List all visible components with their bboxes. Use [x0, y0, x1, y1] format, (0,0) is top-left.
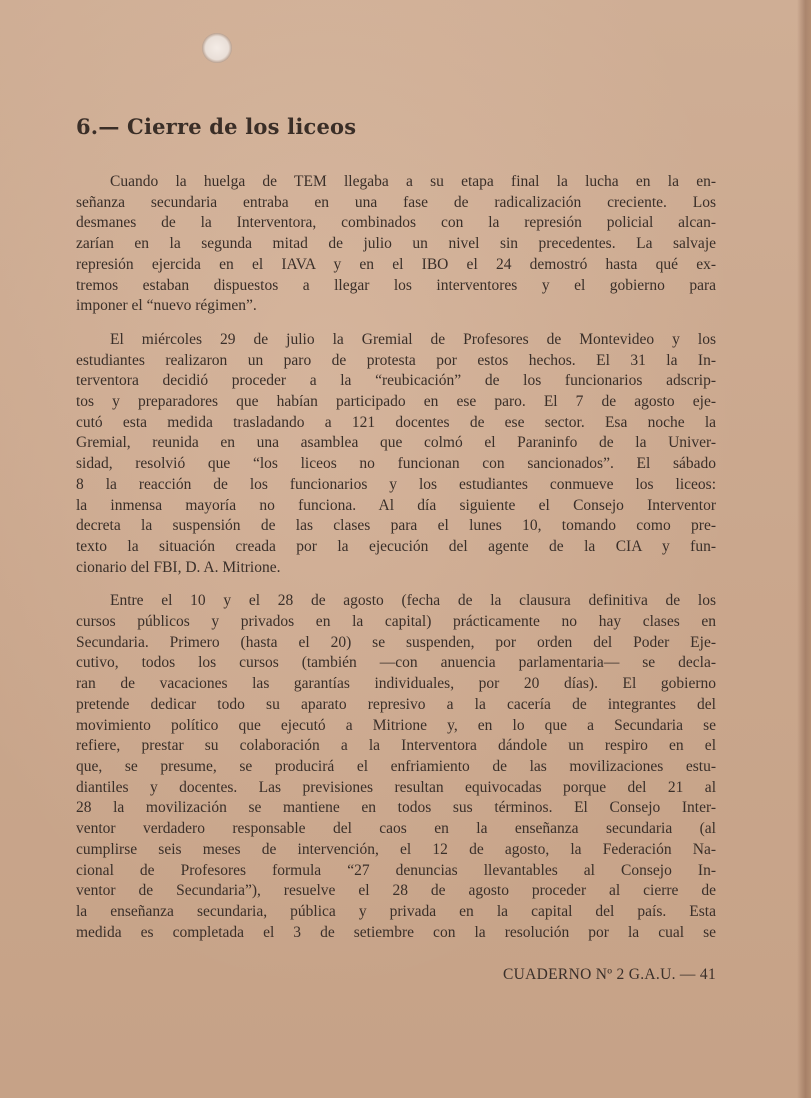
text-line: pretende dedicar todo su aparato represivo a la cacería de integrantes del: [76, 695, 716, 713]
page-footer: CUADERNO Nº 2 G.A.U. — 41: [503, 966, 716, 983]
section-heading: 6.— Cierre de los liceos: [76, 114, 357, 139]
text-line: diantiles y docentes. Las previsiones resultan equivocadas porque del 21 al: [76, 778, 716, 796]
text-line: Cuando la huelga de TEM llegaba a su etapa final la lucha en la en-: [110, 173, 716, 190]
text-line: refiere, prestar su colaboración a la Interventora dándole un respiro en el: [76, 737, 716, 755]
text-line: tremos estaban dispuestos a llegar los interventores y el gobierno para: [76, 276, 716, 294]
text-line: que, se presume, se producirá el enfriamiento de las movilizaciones estu-: [76, 757, 716, 775]
text-line: la enseñanza secundaria, pública y privada en la capital del país. Esta: [76, 902, 716, 920]
text-line: 28 la movilización se mantiene en todos sus términos. El Consejo Inter-: [76, 799, 716, 817]
text-line: 8 la reacción de los funcionarios y los estudiantes conmueve los liceos:: [76, 475, 716, 493]
text-line: la inmensa mayoría no funciona. Al día siguiente el Consejo Interventor: [76, 496, 716, 514]
text-line: Entre el 10 y el 28 de agosto (fecha de la clausura definitiva de los: [110, 592, 716, 610]
text-line: sidad, resolvió que “los liceos no funcionan con sancionados”. El sábado: [76, 455, 716, 473]
text-line: estudiantes realizaron un paro de protesta por estos hechos. El 31 la In-: [76, 351, 716, 369]
paragraph: [76, 172, 716, 317]
text-line: ran de vacaciones las garantías individuales, por 20 días). El gobierno: [76, 675, 716, 693]
text-line: terventora decidió proceder a la “reubicación” de los funcionarios adscrip-: [76, 372, 716, 390]
text-line: decreta la suspensión de las clases para el lunes 10, tomando como pre-: [76, 517, 716, 535]
text-line: señanza secundaria entraba en una fase de radicalización creciente. Los: [76, 193, 716, 211]
text-line: desmanes de la Interventora, combinados con la represión policial alcan-: [76, 214, 716, 232]
text-line: cursos públicos y privados en la capital) prácticamente no hay clases en: [76, 613, 716, 631]
text-line: cutó esta medida trasladando a 121 docentes de ese sector. Esa noche la: [76, 413, 716, 431]
text-line: El miércoles 29 de julio la Gremial de Profesores de Montevideo y los: [110, 330, 716, 348]
punch-hole: [202, 33, 232, 63]
text-line: Gremial, reunida en una asamblea que colmó el Paraninfo de la Univer-: [76, 434, 716, 452]
text-line: ventor verdadero responsable del caos en la enseñanza secundaria (al: [76, 820, 716, 838]
text-line: cutivo, todos los cursos (también —con anuencia parlamentaria— se decla-: [76, 654, 716, 672]
text-line: cumplirse seis meses de intervención, el 12 de agosto, la Federación Na-: [76, 840, 716, 858]
text-line: Secundaria. Primero (hasta el 20) se suspenden, por orden del Poder Eje-: [76, 633, 716, 651]
text-line: cionario del FBI, D. A. Mitrione.: [76, 558, 281, 576]
paragraph: [76, 591, 716, 943]
text-line: ventor de Secundaria”), resuelve el 28 de agosto proceder al cierre de: [76, 882, 716, 900]
paragraph: [76, 330, 716, 578]
body-text: [76, 172, 716, 956]
text-line: tos y preparadores que habían participado en ese paro. El 7 de agosto eje-: [76, 393, 716, 411]
text-line: texto la situación creada por la ejecución del agente de la CIA y fun-: [76, 537, 716, 555]
text-line: represión ejercida en el IAVA y en el IBO el 24 demostró hasta qué ex-: [76, 255, 716, 273]
text-line: medida es completada el 3 de setiembre con la resolución por la cual se: [76, 923, 716, 941]
page-edge: [797, 0, 811, 1098]
text-line: cional de Profesores formula “27 denuncias llevantables al Consejo In-: [76, 861, 716, 879]
text-line: movimiento político que ejecutó a Mitrione y, en lo que a Secundaria se: [76, 716, 716, 734]
text-line: zarían en la segunda mitad de julio un nivel sin precedentes. La salvaje: [76, 235, 716, 253]
text-line: imponer el “nuevo régimen”.: [76, 297, 257, 315]
